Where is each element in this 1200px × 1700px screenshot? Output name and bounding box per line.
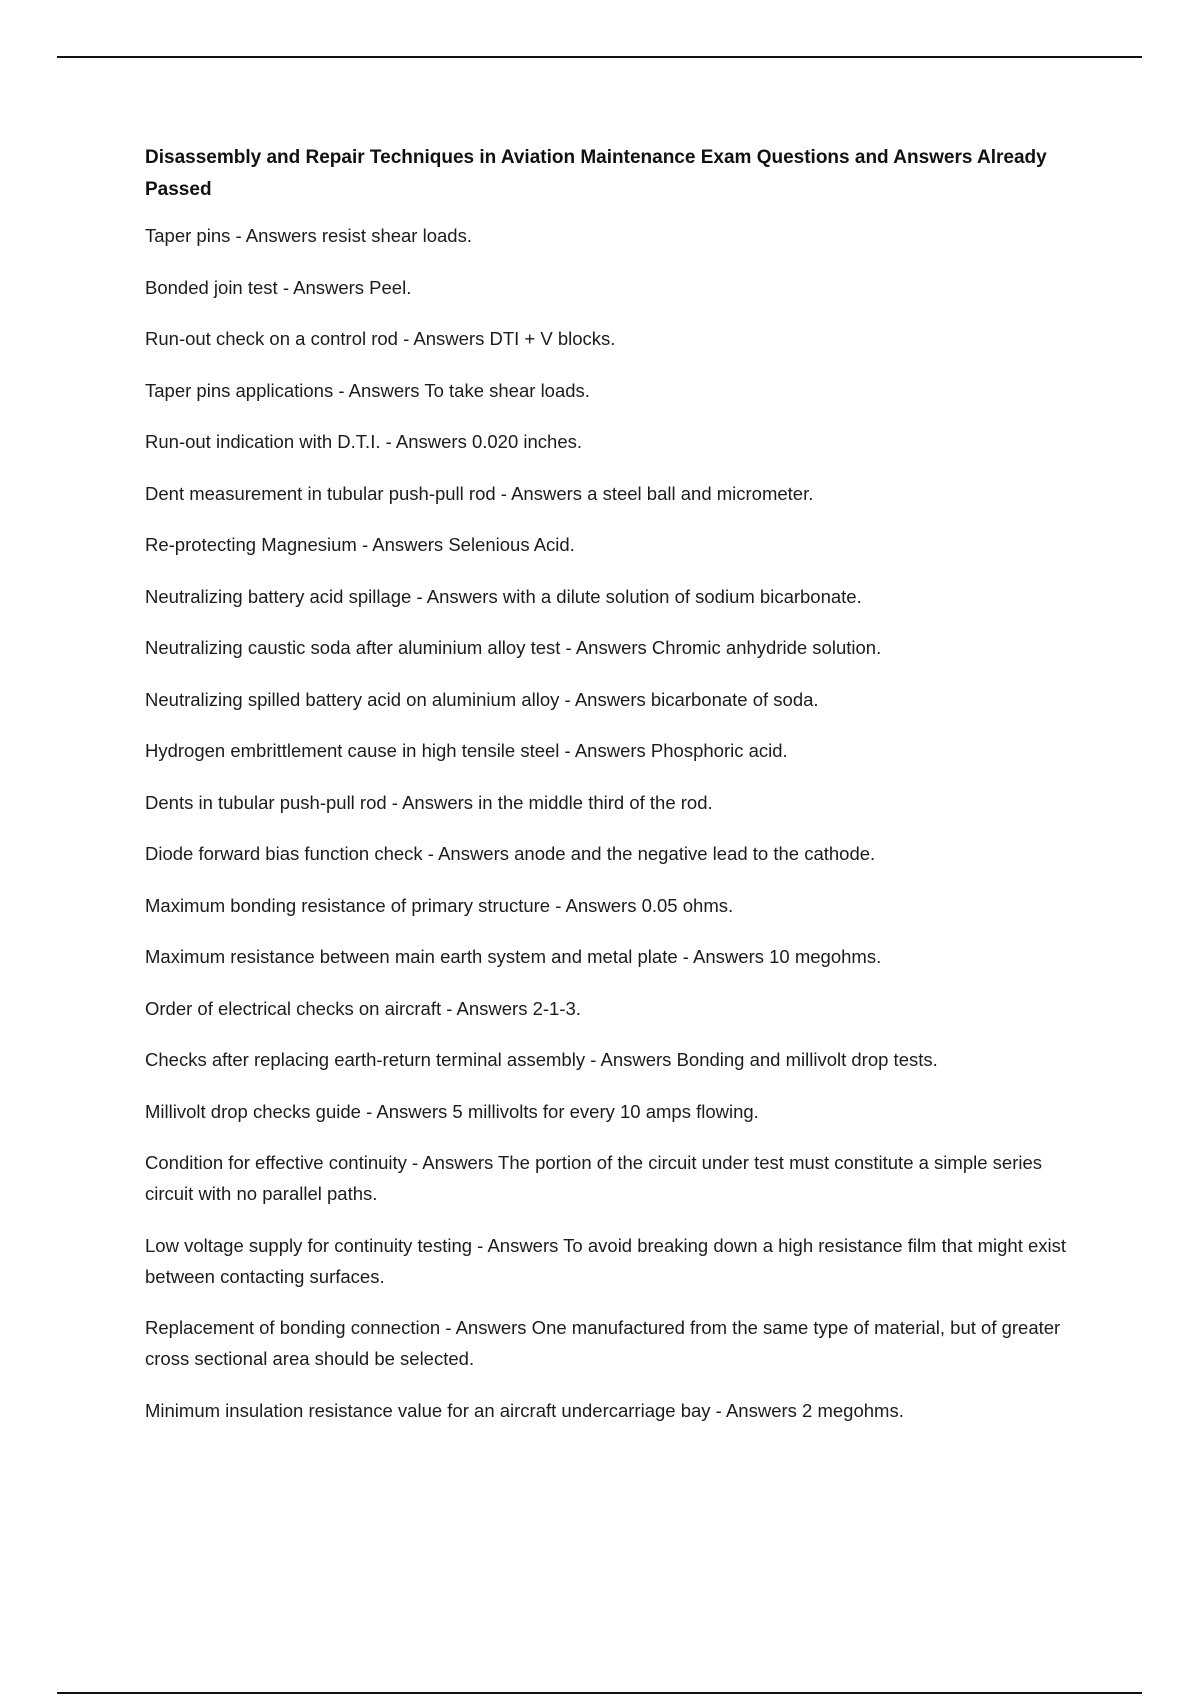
qa-item: Diode forward bias function check - Answers anode and the negative lead to the cathode. — [145, 843, 876, 864]
qa-item: Neutralizing battery acid spillage - Answers with a dilute solution of sodium bicarbonate. — [145, 585, 862, 607]
qa-item: Taper pins - Answers resist shear loads. — [145, 225, 472, 246]
qa-item: Maximum bonding resistance of primary structure - Answers 0.05 ohms. — [145, 894, 734, 916]
qa-item: Condition for effective continuity - Answers The portion of the circuit under test must constitute a simple series circuit with no parallel paths. — [145, 1152, 1042, 1204]
qa-item: Millivolt drop checks guide - Answers 5 millivolts for every 10 amps flowing. — [145, 1100, 759, 1122]
qa-item: Checks after replacing earth-return terminal assembly - Answers Bonding and millivolt drop tests. — [145, 1049, 938, 1070]
document-title: Disassembly and Repair Techniques in Aviation Maintenance Exam Questions and Answers Already Passed — [145, 147, 1047, 200]
qa-item: Maximum resistance between main earth system and metal plate - Answers 10 megohms. — [145, 946, 882, 967]
document-body — [145, 142, 1080, 1446]
qa-item: Low voltage supply for continuity testing - Answers To avoid breaking down a high resistance film that might exist between contacting surfaces. — [145, 1234, 1067, 1287]
qa-item: Re-protecting Magnesium - Answers Selenious Acid. — [145, 534, 575, 555]
qa-item: Hydrogen embrittlement cause in high tensile steel - Answers Phosphoric acid. — [145, 740, 788, 761]
footer-rule — [57, 1692, 1142, 1694]
qa-item: Neutralizing caustic soda after aluminium alloy test - Answers Chromic anhydride solution. — [145, 637, 882, 658]
qa-item: Replacement of bonding connection - Answers One manufactured from the same type of material, but of greater cross sectional area should be selected. — [145, 1317, 1061, 1369]
qa-item: Neutralizing spilled battery acid on aluminium alloy - Answers bicarbonate of soda. — [145, 688, 819, 710]
qa-item: Minimum insulation resistance value for an aircraft undercarriage bay - Answers 2 megohms. — [145, 1399, 904, 1421]
qa-item: Dents in tubular push-pull rod - Answers in the middle third of the rod. — [145, 791, 713, 813]
qa-list — [145, 220, 1080, 1426]
qa-item: Bonded join test - Answers Peel. — [145, 276, 412, 298]
qa-item: Order of electrical checks on aircraft - Answers 2-1-3. — [145, 997, 581, 1019]
qa-item: Dent measurement in tubular push-pull rod - Answers a steel ball and micrometer. — [145, 482, 814, 504]
qa-item: Run-out indication with D.T.I. - Answers 0.020 inches. — [145, 431, 583, 452]
qa-item: Taper pins applications - Answers To take shear loads. — [145, 379, 590, 401]
qa-item: Run-out check on a control rod - Answers DTI + V blocks. — [145, 328, 616, 349]
header-rule — [57, 56, 1142, 58]
